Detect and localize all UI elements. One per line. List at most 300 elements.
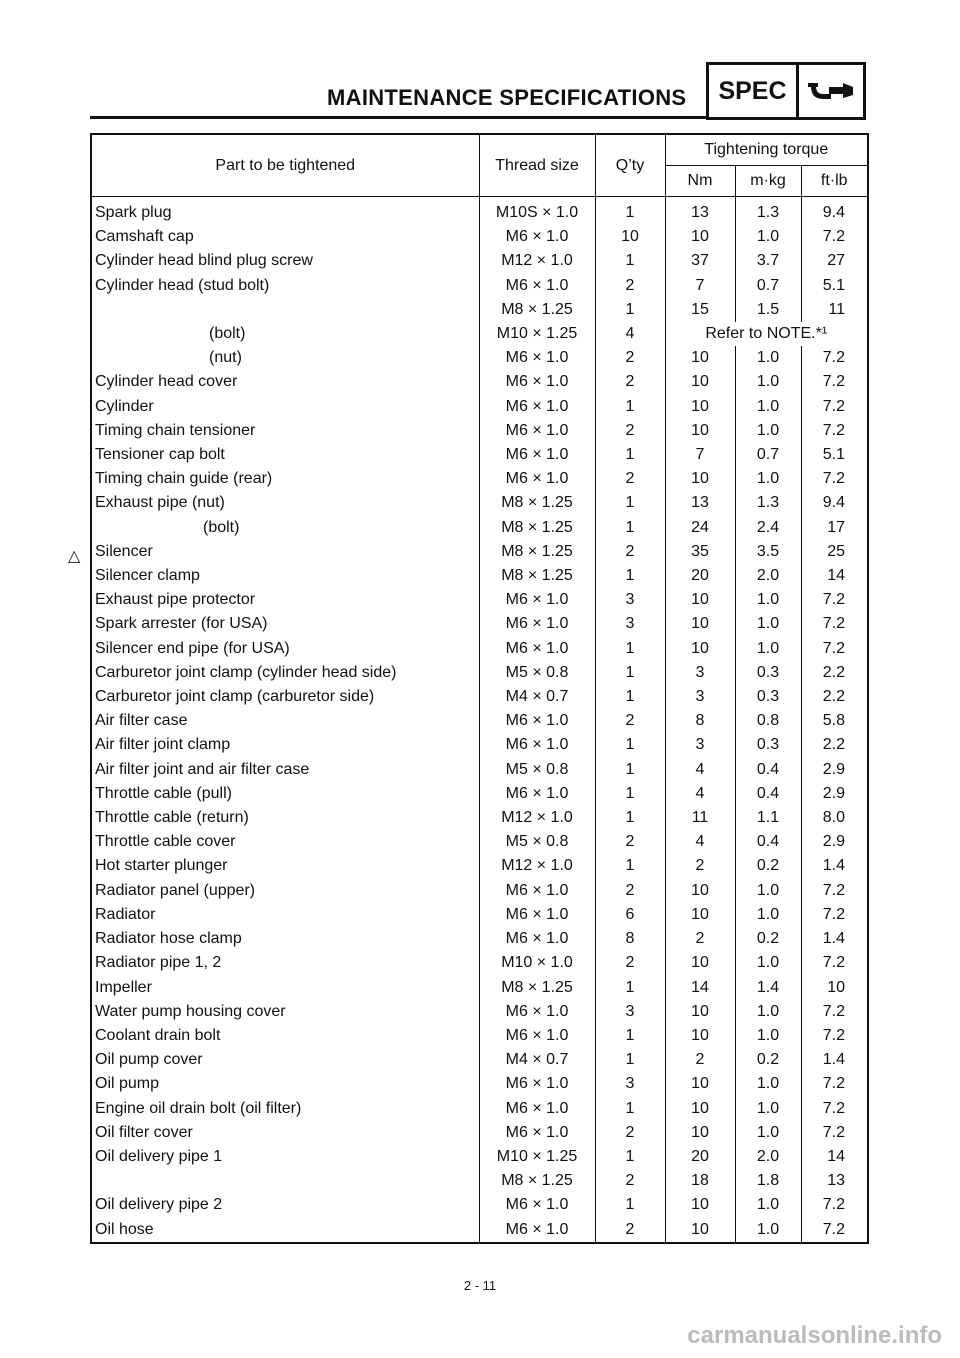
cell-ftlb: 2.2 (822, 663, 845, 681)
cell-mkg: 0.3 (735, 733, 801, 757)
header-mkg: m·kg (735, 166, 801, 197)
table-row (91, 1024, 868, 1048)
cell-thread-size: M8 × 1.25 (479, 1169, 595, 1193)
cell-mkg: 1.0 (735, 467, 801, 491)
cell-nm: 15 (665, 298, 735, 322)
header-thread-size: Thread size (479, 134, 595, 197)
cell-nm: 10 (665, 467, 735, 491)
cell-mkg: 2.0 (735, 1145, 801, 1169)
cell-mkg: 1.0 (735, 395, 801, 419)
cell-ftlb: 1.4 (822, 930, 845, 948)
cell-ftlb: 9.4 (822, 494, 845, 512)
table-row (91, 443, 868, 467)
cell-ftlb: 7.2 (822, 373, 845, 391)
cell-nm: 10 (665, 588, 735, 612)
cell-mkg: 1.4 (735, 976, 801, 1000)
table-row (91, 1145, 868, 1169)
cell-ftlb: 7.2 (822, 1075, 845, 1093)
cell-nm: 11 (665, 806, 735, 830)
cell-thread-size: M6 × 1.0 (479, 1218, 595, 1243)
cell-quantity: 1 (595, 976, 665, 1000)
cell-part: Throttle cable cover (91, 830, 479, 854)
cell-part: Cylinder head (stud bolt) (91, 274, 479, 298)
cell-part: Tensioner cap bolt (91, 443, 479, 467)
cell-ftlb: 10 (827, 978, 845, 996)
table-row (91, 1121, 868, 1145)
cell-ftlb: 7.2 (822, 397, 845, 415)
cell-thread-size: M8 × 1.25 (479, 976, 595, 1000)
cell-mkg: 1.0 (735, 588, 801, 612)
table-row (91, 879, 868, 903)
cell-mkg: 1.3 (735, 491, 801, 515)
cell-quantity: 1 (595, 491, 665, 515)
cell-ftlb: 7.2 (822, 1220, 845, 1238)
cell-mkg: 1.0 (735, 1000, 801, 1024)
cell-nm: 10 (665, 370, 735, 394)
cell-ftlb: 1.4 (822, 1051, 845, 1069)
cell-quantity: 1 (595, 395, 665, 419)
cell-part: Throttle cable (pull) (91, 782, 479, 806)
cell-thread-size: M12 × 1.0 (479, 854, 595, 878)
cell-ftlb: 2.2 (822, 736, 845, 754)
table-row (91, 927, 868, 951)
cell-thread-size: M5 × 0.8 (479, 830, 595, 854)
cell-part: Oil filter cover (91, 1121, 479, 1145)
cell-nm: 10 (665, 419, 735, 443)
cell-thread-size: M6 × 1.0 (479, 709, 595, 733)
table-row (91, 588, 868, 612)
cell-thread-size: M6 × 1.0 (479, 1193, 595, 1217)
cell-nm: 4 (665, 758, 735, 782)
cell-nm: 3 (665, 661, 735, 685)
cell-nm: 7 (665, 274, 735, 298)
cell-mkg: 1.0 (735, 225, 801, 249)
cell-part: Silencer △ (91, 540, 479, 564)
table-row (91, 491, 868, 515)
cell-thread-size: M6 × 1.0 (479, 733, 595, 757)
cell-mkg: 1.0 (735, 370, 801, 394)
table-row (91, 806, 868, 830)
cell-mkg: 1.0 (735, 419, 801, 443)
cell-quantity: 1 (595, 806, 665, 830)
table-row (91, 830, 868, 854)
cell-quantity: 2 (595, 951, 665, 975)
header-nm: Nm (665, 166, 735, 197)
cell-nm: 35 (665, 540, 735, 564)
cell-quantity: 1 (595, 564, 665, 588)
cell-quantity: 2 (595, 1218, 665, 1243)
change-mark-icon: △ (68, 547, 81, 565)
cell-ftlb: 7.2 (822, 591, 845, 609)
cell-mkg: 3.7 (735, 249, 801, 273)
cell-part: Oil delivery pipe 1 (91, 1145, 479, 1169)
cell-quantity: 1 (595, 1048, 665, 1072)
cell-thread-size: M6 × 1.0 (479, 782, 595, 806)
cell-part: (bolt) (91, 322, 479, 346)
cell-thread-size: M10 × 1.25 (479, 322, 595, 346)
cell-ftlb: 5.1 (822, 276, 845, 294)
cell-quantity: 1 (595, 443, 665, 467)
cell-thread-size: M6 × 1.0 (479, 395, 595, 419)
cell-quantity: 1 (595, 249, 665, 273)
cell-nm: 10 (665, 1000, 735, 1024)
cell-part: (bolt) (91, 516, 479, 540)
cell-nm: 10 (665, 1024, 735, 1048)
cell-mkg: 1.0 (735, 637, 801, 661)
cell-part: Spark arrester (for USA) (91, 612, 479, 636)
cell-quantity: 2 (595, 879, 665, 903)
cell-ftlb: 7.2 (822, 1123, 845, 1141)
spec-label: SPEC (709, 65, 799, 117)
cell-part: Hot starter plunger (91, 854, 479, 878)
cell-ftlb: 7.2 (822, 881, 845, 899)
cell-thread-size: M8 × 1.25 (479, 298, 595, 322)
table-row (91, 395, 868, 419)
cell-thread-size: M10S × 1.0 (479, 197, 595, 226)
cell-mkg: 1.0 (735, 612, 801, 636)
cell-quantity: 6 (595, 903, 665, 927)
wrench-icon (799, 65, 863, 117)
cell-thread-size: M6 × 1.0 (479, 1121, 595, 1145)
cell-thread-size: M6 × 1.0 (479, 1000, 595, 1024)
cell-part: Air filter joint and air filter case (91, 758, 479, 782)
cell-nm: 4 (665, 830, 735, 854)
header-part: Part to be tightened (91, 134, 479, 197)
cell-quantity: 1 (595, 637, 665, 661)
cell-part: Radiator (91, 903, 479, 927)
table-row (91, 540, 868, 564)
cell-part (91, 1169, 479, 1193)
table-row (91, 1218, 868, 1243)
cell-thread-size: M6 × 1.0 (479, 927, 595, 951)
cell-ftlb: 7.2 (822, 228, 845, 246)
cell-ftlb: 25 (827, 542, 845, 560)
cell-ftlb: 7.2 (822, 470, 845, 488)
cell-ftlb: 5.1 (822, 446, 845, 464)
page-number: 2 - 11 (463, 1278, 497, 1293)
cell-ftlb: 2.9 (822, 833, 845, 851)
cell-thread-size: M8 × 1.25 (479, 540, 595, 564)
cell-nm: 10 (665, 225, 735, 249)
cell-quantity: 3 (595, 1072, 665, 1096)
cell-nm: 13 (665, 491, 735, 515)
cell-part: Timing chain guide (rear) (91, 467, 479, 491)
table-row (91, 685, 868, 709)
cell-part: Cylinder head blind plug screw (91, 249, 479, 273)
cell-part: Air filter joint clamp (91, 733, 479, 757)
cell-part (91, 298, 479, 322)
cell-ftlb: 14 (827, 567, 845, 585)
title-underline (90, 116, 706, 119)
cell-quantity: 2 (595, 1121, 665, 1145)
cell-part: Oil pump (91, 1072, 479, 1096)
table-row (91, 370, 868, 394)
table-row (91, 298, 868, 322)
cell-part: Spark plug (91, 197, 479, 226)
cell-ftlb: 8.0 (822, 809, 845, 827)
cell-quantity: 3 (595, 588, 665, 612)
cell-nm: 10 (665, 637, 735, 661)
cell-mkg: 1.0 (735, 1024, 801, 1048)
cell-nm: 10 (665, 1193, 735, 1217)
cell-nm: 10 (665, 1097, 735, 1121)
cell-part: Exhaust pipe protector (91, 588, 479, 612)
cell-mkg: 0.3 (735, 685, 801, 709)
cell-nm: 2 (665, 1048, 735, 1072)
cell-ftlb: 14 (827, 1147, 845, 1165)
cell-quantity: 2 (595, 274, 665, 298)
cell-part: (nut) (91, 346, 479, 370)
cell-mkg: 1.0 (735, 1121, 801, 1145)
cell-nm: 10 (665, 903, 735, 927)
cell-thread-size: M6 × 1.0 (479, 443, 595, 467)
cell-quantity: 2 (595, 370, 665, 394)
cell-part: Throttle cable (return) (91, 806, 479, 830)
cell-quantity: 2 (595, 419, 665, 443)
cell-part: Carburetor joint clamp (carburetor side) (91, 685, 479, 709)
cell-mkg: 0.7 (735, 274, 801, 298)
cell-quantity: 1 (595, 782, 665, 806)
cell-quantity: 1 (595, 298, 665, 322)
cell-quantity: 1 (595, 197, 665, 226)
table-row (91, 1097, 868, 1121)
cell-mkg: 3.5 (735, 540, 801, 564)
cell-mkg: 1.1 (735, 806, 801, 830)
cell-ftlb: 7.2 (822, 615, 845, 633)
cell-part: Oil hose (91, 1218, 479, 1243)
cell-quantity: 2 (595, 540, 665, 564)
cell-mkg: 1.0 (735, 346, 801, 370)
cell-quantity: 2 (595, 467, 665, 491)
table-row (91, 903, 868, 927)
cell-quantity: 4 (595, 322, 665, 346)
cell-mkg: 0.4 (735, 830, 801, 854)
table-row (91, 637, 868, 661)
cell-quantity: 1 (595, 1193, 665, 1217)
cell-nm: 20 (665, 564, 735, 588)
cell-mkg: 1.0 (735, 879, 801, 903)
cell-nm: 3 (665, 733, 735, 757)
cell-ftlb: 7.2 (822, 954, 845, 972)
table-row (91, 782, 868, 806)
cell-ftlb: 7.2 (822, 1026, 845, 1044)
cell-quantity: 2 (595, 709, 665, 733)
cell-mkg: 0.2 (735, 927, 801, 951)
cell-mkg: 2.0 (735, 564, 801, 588)
cell-part: Camshaft cap (91, 225, 479, 249)
header-tightening-torque: Tightening torque (665, 134, 868, 166)
cell-quantity: 1 (595, 733, 665, 757)
cell-ftlb: 9.4 (822, 204, 845, 221)
table-row (91, 225, 868, 249)
cell-ftlb: 11 (828, 300, 845, 318)
table-row (91, 419, 868, 443)
cell-nm: 10 (665, 1121, 735, 1145)
table-row (91, 516, 868, 540)
cell-quantity: 1 (595, 1024, 665, 1048)
cell-part: Timing chain tensioner (91, 419, 479, 443)
cell-nm: 4 (665, 782, 735, 806)
cell-nm: 2 (665, 854, 735, 878)
cell-nm: 13 (665, 197, 735, 226)
cell-mkg: 1.0 (735, 951, 801, 975)
cell-thread-size: M6 × 1.0 (479, 346, 595, 370)
cell-nm: 10 (665, 1072, 735, 1096)
cell-ftlb: 2.2 (822, 688, 845, 706)
cell-ftlb: 7.2 (822, 639, 845, 657)
cell-part: Coolant drain bolt (91, 1024, 479, 1048)
cell-ftlb: 27 (827, 252, 845, 270)
cell-mkg: 2.4 (735, 516, 801, 540)
cell-nm: 20 (665, 1145, 735, 1169)
cell-mkg: 1.0 (735, 1072, 801, 1096)
cell-thread-size: M8 × 1.25 (479, 491, 595, 515)
table-row (91, 1169, 868, 1193)
cell-ftlb: 17 (827, 518, 845, 536)
cell-nm: 7 (665, 443, 735, 467)
cell-thread-size: M8 × 1.25 (479, 564, 595, 588)
header-quantity: Q’ty (595, 134, 665, 197)
cell-part: Cylinder head cover (91, 370, 479, 394)
cell-mkg: 0.2 (735, 1048, 801, 1072)
cell-quantity: 3 (595, 1000, 665, 1024)
cell-quantity: 1 (595, 758, 665, 782)
table-row (91, 249, 868, 273)
cell-thread-size: M4 × 0.7 (479, 685, 595, 709)
table-row (91, 1000, 868, 1024)
cell-mkg: 1.0 (735, 903, 801, 927)
table-row (91, 709, 868, 733)
cell-part: Radiator hose clamp (91, 927, 479, 951)
cell-thread-size: M12 × 1.0 (479, 249, 595, 273)
cell-nm: 37 (665, 249, 735, 273)
cell-thread-size: M6 × 1.0 (479, 467, 595, 491)
cell-part: Oil delivery pipe 2 (91, 1193, 479, 1217)
cell-mkg: 0.4 (735, 758, 801, 782)
cell-quantity: 1 (595, 516, 665, 540)
cell-thread-size: M6 × 1.0 (479, 903, 595, 927)
cell-mkg: 0.3 (735, 661, 801, 685)
spec-badge (706, 62, 866, 120)
cell-thread-size: M6 × 1.0 (479, 1024, 595, 1048)
cell-nm: 10 (665, 346, 735, 370)
cell-part: Exhaust pipe (nut) (91, 491, 479, 515)
cell-ftlb: 7.2 (822, 1002, 845, 1020)
cell-quantity: 1 (595, 1145, 665, 1169)
cell-part: Radiator panel (upper) (91, 879, 479, 903)
cell-part: Impeller (91, 976, 479, 1000)
cell-thread-size: M6 × 1.0 (479, 370, 595, 394)
cell-ftlb: 7.2 (822, 1196, 845, 1214)
cell-mkg: 1.0 (735, 1218, 801, 1243)
cell-quantity: 10 (595, 225, 665, 249)
table-row (91, 612, 868, 636)
cell-thread-size: M6 × 1.0 (479, 419, 595, 443)
cell-mkg: 1.0 (735, 1193, 801, 1217)
cell-mkg: 0.2 (735, 854, 801, 878)
cell-thread-size: M12 × 1.0 (479, 806, 595, 830)
cell-quantity: 2 (595, 346, 665, 370)
header-ftlb: ft·lb (801, 166, 868, 197)
cell-quantity: 8 (595, 927, 665, 951)
cell-nm: 10 (665, 879, 735, 903)
cell-mkg: 1.8 (735, 1169, 801, 1193)
cell-nm: 10 (665, 612, 735, 636)
cell-quantity: 1 (595, 661, 665, 685)
cell-nm: 18 (665, 1169, 735, 1193)
cell-part: Cylinder (91, 395, 479, 419)
table-row (91, 661, 868, 685)
cell-nm: 10 (665, 1218, 735, 1243)
cell-part: Engine oil drain bolt (oil filter) (91, 1097, 479, 1121)
cell-part: Air filter case (91, 709, 479, 733)
cell-ftlb: 7.2 (822, 1099, 845, 1117)
cell-ftlb: 13 (827, 1172, 845, 1190)
table-row (91, 197, 868, 226)
cell-thread-size: M4 × 0.7 (479, 1048, 595, 1072)
cell-quantity: 1 (595, 685, 665, 709)
cell-note: Refer to NOTE.*¹ (705, 325, 828, 343)
table-row (91, 758, 868, 782)
cell-ftlb: 7.2 (822, 349, 845, 367)
cell-part: Silencer clamp (91, 564, 479, 588)
cell-ftlb: 2.9 (822, 784, 845, 802)
cell-part: Carburetor joint clamp (cylinder head side) (91, 661, 479, 685)
cell-thread-size: M6 × 1.0 (479, 225, 595, 249)
cell-thread-size: M6 × 1.0 (479, 1072, 595, 1096)
cell-nm: 8 (665, 709, 735, 733)
cell-thread-size: M6 × 1.0 (479, 274, 595, 298)
cell-thread-size: M6 × 1.0 (479, 637, 595, 661)
cell-mkg: 0.4 (735, 782, 801, 806)
cell-thread-size: M5 × 0.8 (479, 661, 595, 685)
table-row (91, 951, 868, 975)
cell-ftlb: 1.4 (822, 857, 845, 875)
cell-quantity: 2 (595, 1169, 665, 1193)
watermark: carmanualsonline.info (687, 1322, 942, 1349)
cell-quantity: 1 (595, 1097, 665, 1121)
cell-thread-size: M5 × 0.8 (479, 758, 595, 782)
cell-part: Radiator pipe 1, 2 (91, 951, 479, 975)
table-row (91, 467, 868, 491)
cell-thread-size: M6 × 1.0 (479, 879, 595, 903)
cell-nm: 24 (665, 516, 735, 540)
table-row (91, 976, 868, 1000)
cell-mkg: 1.0 (735, 1097, 801, 1121)
table-row (91, 322, 868, 346)
cell-thread-size: M10 × 1.25 (479, 1145, 595, 1169)
cell-part: Silencer end pipe (for USA) (91, 637, 479, 661)
cell-mkg: 1.3 (735, 197, 801, 226)
cell-thread-size: M6 × 1.0 (479, 1097, 595, 1121)
cell-ftlb: 7.2 (822, 421, 845, 439)
cell-ftlb: 5.8 (822, 712, 845, 730)
cell-mkg: 0.8 (735, 709, 801, 733)
cell-thread-size: M8 × 1.25 (479, 516, 595, 540)
cell-mkg: 0.7 (735, 443, 801, 467)
table-row (91, 1048, 868, 1072)
cell-part: Oil pump cover (91, 1048, 479, 1072)
table-row (91, 564, 868, 588)
cell-thread-size: M6 × 1.0 (479, 588, 595, 612)
cell-nm: 14 (665, 976, 735, 1000)
table-row (91, 733, 868, 757)
cell-part: Water pump housing cover (91, 1000, 479, 1024)
cell-thread-size: M6 × 1.0 (479, 612, 595, 636)
page-title: MAINTENANCE SPECIFICATIONS (327, 85, 687, 110)
table-row (91, 346, 868, 370)
cell-quantity: 3 (595, 612, 665, 636)
